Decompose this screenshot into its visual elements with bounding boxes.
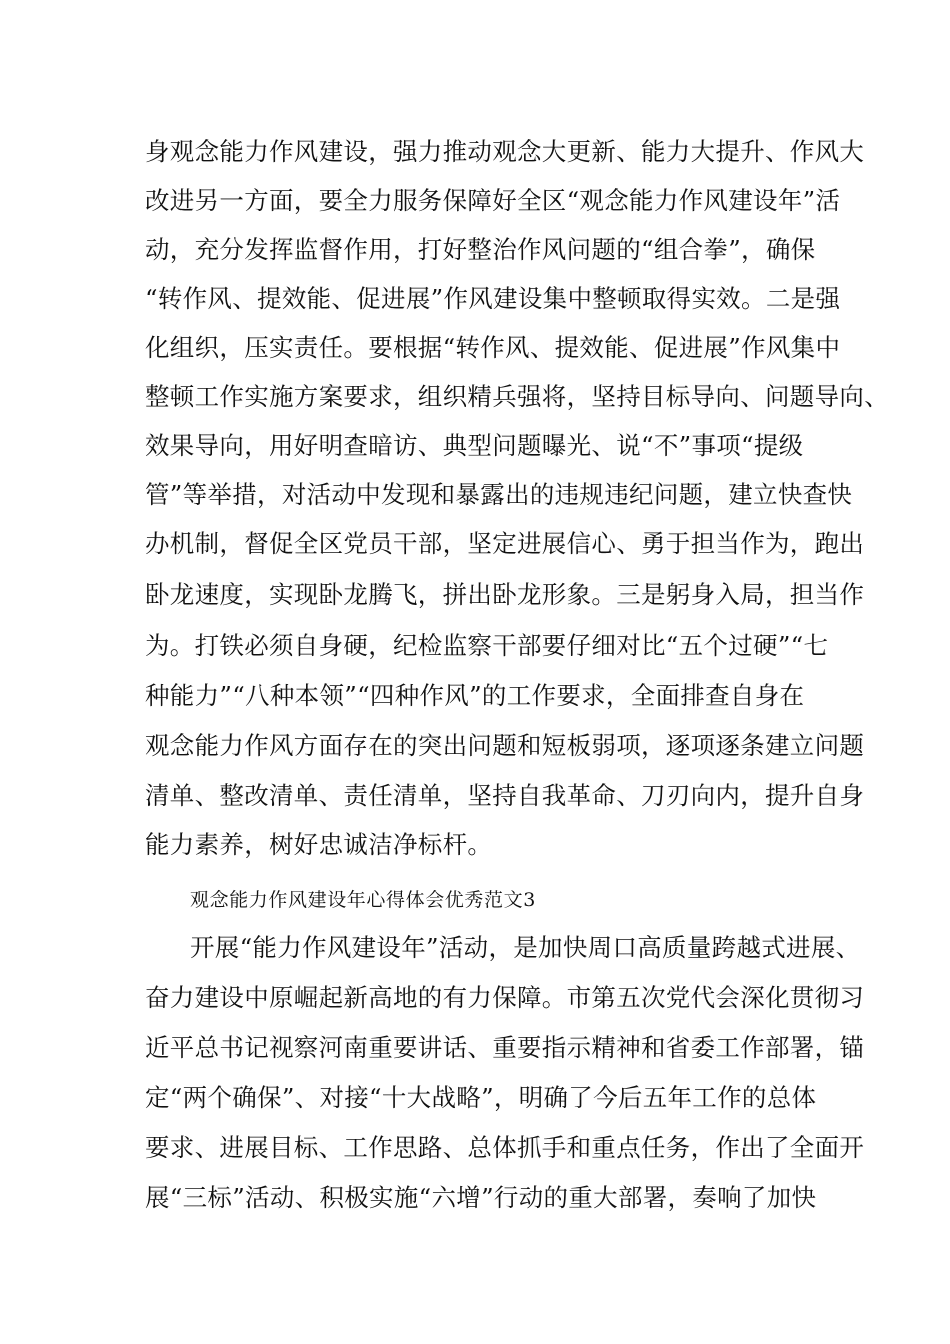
body-text-line: 种能力”“八种本领”“四种作风”的工作要求，全面排查自身在: [145, 681, 805, 710]
body-text-line: 整顿工作实施方案要求，组织精兵强将，坚持目标导向、问题导向、: [145, 382, 889, 411]
body-text-line: 管”等举措，对活动中发现和暴露出的违规违纪问题，建立快查快: [145, 480, 853, 509]
body-text-line: 奋力建设中原崛起新高地的有力保障。市第五次党代会深化贯彻习: [145, 983, 865, 1012]
body-text-line: 开展“能力作风建设年”活动，是加快周口高质量跨越式进展、: [190, 933, 861, 962]
body-text-line: “转作风、提效能、促进展”作风建设集中整顿取得实效。二是强: [145, 284, 841, 313]
body-text-line: 改进另一方面，要全力服务保障好全区“观念能力作风建设年”活: [145, 186, 841, 215]
body-text-line: 为。打铁必须自身硬，纪检监察干部要仔细对比“五个过硬”“七: [145, 631, 829, 660]
body-text-line: 动，充分发挥监督作用，打好整治作风问题的“组合拳”，确保: [145, 235, 816, 264]
body-text-line: 清单、整改清单、责任清单，坚持自我革命、刀刃向内，提升自身: [145, 781, 865, 810]
body-text-line: 身观念能力作风建设，强力推动观念大更新、能力大提升、作风大: [145, 137, 865, 166]
body-text-line: 要求、进展目标、工作思路、总体抓手和重点任务，作出了全面开: [145, 1133, 865, 1162]
body-text-line: 观念能力作风方面存在的突出问题和短板弱项，逐项逐条建立问题: [145, 731, 865, 760]
section-heading: 观念能力作风建设年心得体会优秀范文3: [190, 889, 536, 911]
body-text-line: 效果导向，用好明查暗访、典型问题曝光、说“不”事项“提级: [145, 431, 804, 460]
body-text-line: 化组织，压实责任。要根据“转作风、提效能、促进展”作风集中: [145, 333, 841, 362]
body-text-line: 展“三标”活动、积极实施“六增”行动的重大部署，奏响了加快: [145, 1183, 817, 1212]
body-text-line: 卧龙速度，实现卧龙腾飞，拼出卧龙形象。三是躬身入局，担当作: [145, 580, 865, 609]
body-text-line: 近平总书记视察河南重要讲话、重要指示精神和省委工作部署，锚: [145, 1033, 865, 1062]
body-text-line: 办机制，督促全区党员干部，坚定进展信心、勇于担当作为，跑出: [145, 529, 865, 558]
body-text-line: 定“两个确保”、对接“十大战略”，明确了今后五年工作的总体: [145, 1083, 817, 1112]
body-text-line: 能力素养，树好忠诚洁净标杆。: [145, 830, 493, 859]
